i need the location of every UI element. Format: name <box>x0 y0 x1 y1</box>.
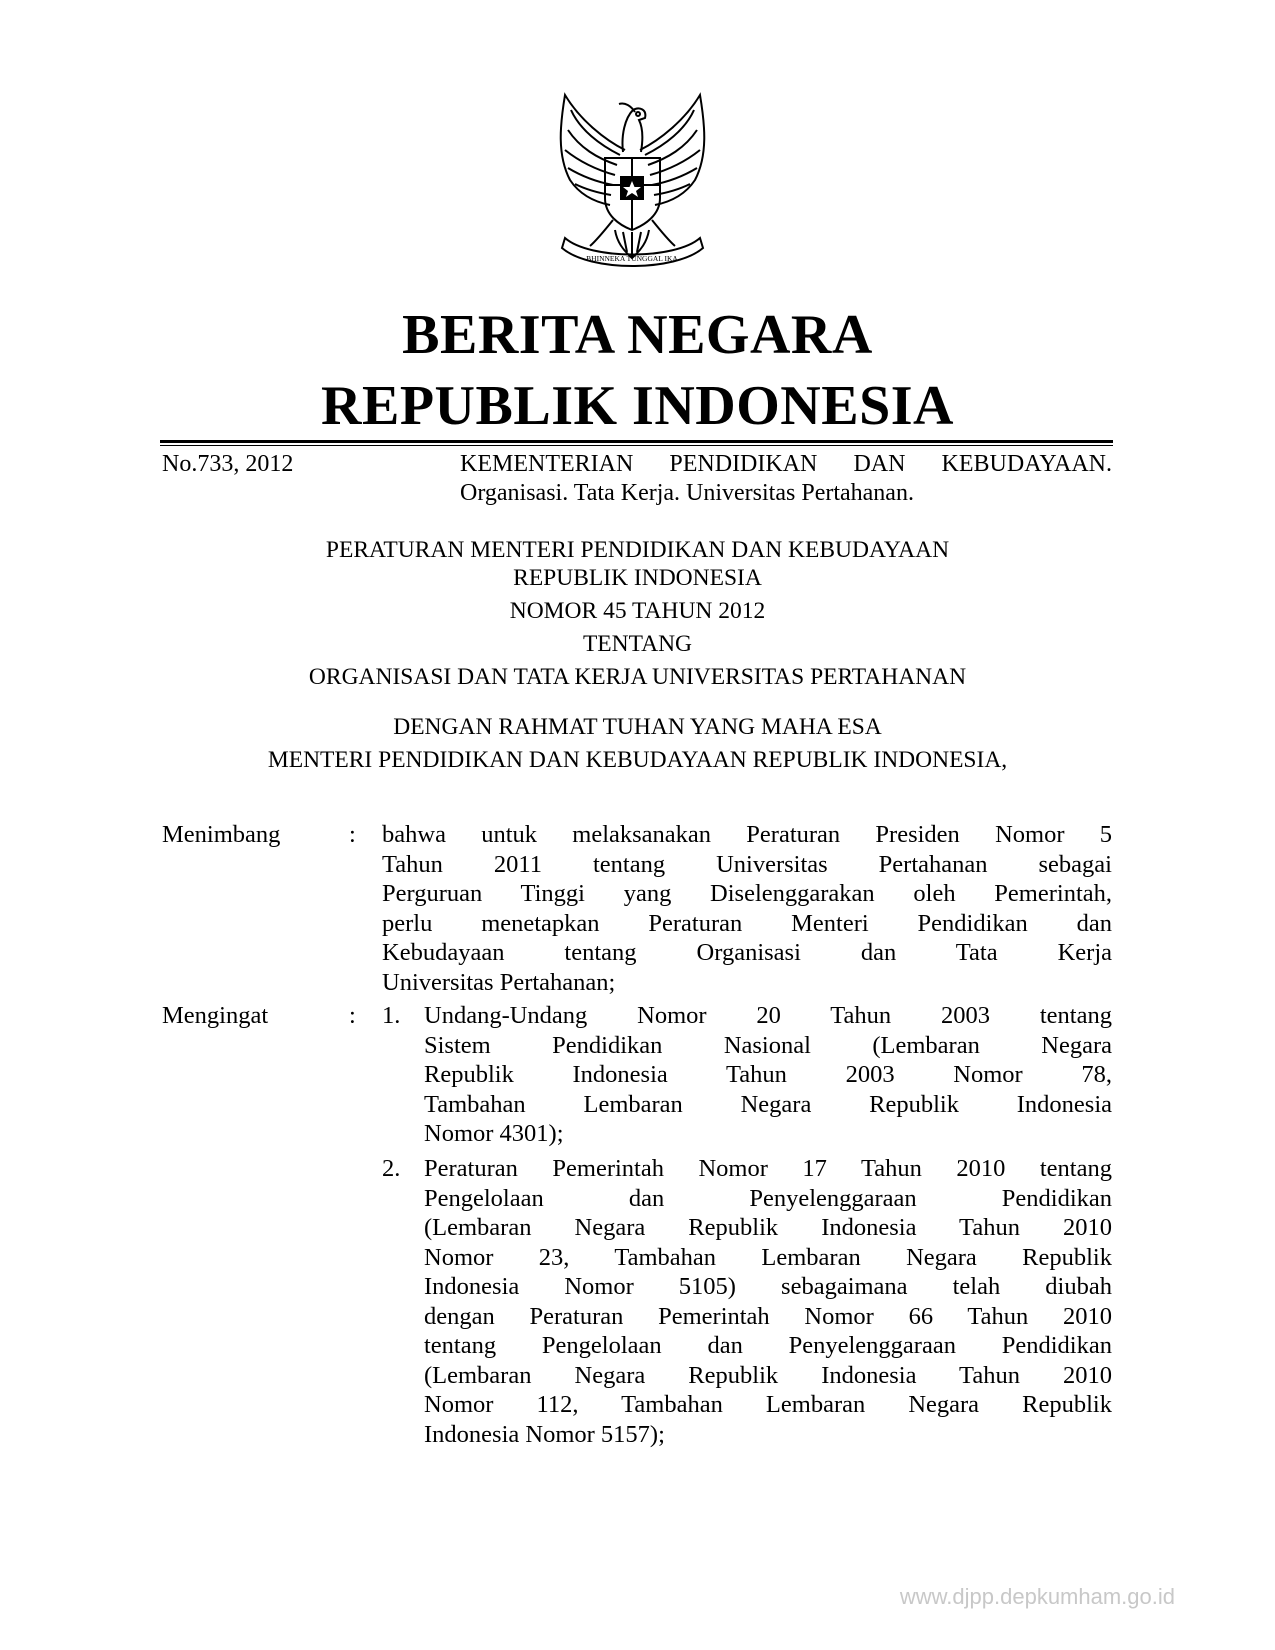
mengingat-item-line: Indonesia Nomor 5157); <box>424 1420 665 1448</box>
masthead-title-line1: BERITA NEGARA <box>402 304 873 366</box>
menimbang-text <box>382 820 1112 997</box>
regulation-minister: MENTERI PENDIDIKAN DAN KEBUDAYAAN REPUBLIK INDONESIA, <box>267 747 1008 773</box>
menimbang-label: Menimbang <box>162 821 281 848</box>
mengingat-colon: : <box>349 1002 356 1029</box>
mengingat-item-line: Peraturan Pemerintah Nomor 17 Tahun 2010 tentang <box>424 1155 1112 1182</box>
menimbang-line: Kebudayaan tentang Organisasi dan Tata Kerja <box>382 939 1112 966</box>
masthead-rule <box>160 440 1113 446</box>
regulation-about: TENTANG <box>582 631 693 657</box>
footer-url-link[interactable]: www.djpp.depkumham.go.id <box>899 1584 1175 1609</box>
mengingat-item-line: Sistem Pendidikan Nasional (Lembaran Negara <box>424 1031 1112 1059</box>
regulation-number: NOMOR 45 TAHUN 2012 <box>509 598 766 624</box>
menimbang-line: perlu menetapkan Peraturan Menteri Pendidikan dan <box>382 909 1112 937</box>
mengingat-item-line: Undang-Undang Nomor 20 Tahun 2003 tentang <box>424 1002 1112 1029</box>
mengingat-item-line: Nomor 4301); <box>424 1120 564 1147</box>
issue-subject-line2: Organisasi. Tata Kerja. Universitas Pertahanan. <box>460 480 914 506</box>
mengingat-item-line: Nomor 23, Tambahan Lembaran Negara Republik <box>424 1243 1112 1271</box>
regulation-title-line2: REPUBLIK INDONESIA <box>513 565 762 591</box>
issue-number: No.733, 2012 <box>162 451 294 477</box>
issue-subject <box>460 450 1112 508</box>
mengingat-item-line: (Lembaran Negara Republik Indonesia Tahun 2010 <box>424 1214 1112 1241</box>
mengingat-item-line: Pengelolaan dan Penyelenggaraan Pendidikan <box>424 1184 1112 1212</box>
menimbang-line: Universitas Pertahanan; <box>382 968 616 996</box>
mengingat-label: Mengingat <box>162 1002 269 1029</box>
mengingat-item-line: dengan Peraturan Pemerintah Nomor 66 Tahun 2010 <box>424 1302 1112 1330</box>
menimbang-line: Perguruan Tinggi yang Diselenggarakan oleh Pemerintah, <box>382 880 1112 907</box>
regulation-topic: ORGANISASI DAN TATA KERJA UNIVERSITAS PERTAHANAN <box>308 664 967 690</box>
mengingat-item-number: 1. <box>382 1002 401 1029</box>
regulation-title-line1: PERATURAN MENTERI PENDIDIKAN DAN KEBUDAYAAN <box>325 537 950 563</box>
regulation-invocation: DENGAN RAHMAT TUHAN YANG MAHA ESA <box>393 714 882 740</box>
mengingat-item-line: (Lembaran Negara Republik Indonesia Tahun 2010 <box>424 1361 1112 1389</box>
menimbang-line: bahwa untuk melaksanakan Peraturan Presiden Nomor 5 <box>382 821 1112 848</box>
mengingat-item-line: Republik Indonesia Tahun 2003 Nomor 78, <box>424 1061 1112 1088</box>
mengingat-item-line: tentang Pengelolaan dan Penyelenggaraan Pendidikan <box>424 1332 1112 1359</box>
issue-subject-line1: KEMENTERIAN PENDIDIKAN DAN KEBUDAYAAN. <box>460 451 1112 477</box>
mengingat-item-2 <box>424 1154 1112 1449</box>
mengingat-item-line: Nomor 112, Tambahan Lembaran Negara Republik <box>424 1391 1112 1418</box>
mengingat-item-line: Indonesia Nomor 5105) sebagaimana telah diubah <box>424 1273 1112 1300</box>
mengingat-item-number: 2. <box>382 1155 401 1182</box>
mengingat-item-1 <box>424 1001 1112 1149</box>
masthead-title-line2: REPUBLIK INDONESIA <box>321 375 954 437</box>
menimbang-line: Tahun 2011 tentang Universitas Pertahanan sebagai <box>382 850 1112 878</box>
menimbang-colon: : <box>349 821 356 848</box>
mengingat-item-line: Tambahan Lembaran Negara Republik Indonesia <box>424 1090 1112 1118</box>
garuda-emblem-icon <box>535 80 730 280</box>
svg-text:BHINNEKA TUNGGAL IKA: BHINNEKA TUNGGAL IKA <box>586 254 678 263</box>
